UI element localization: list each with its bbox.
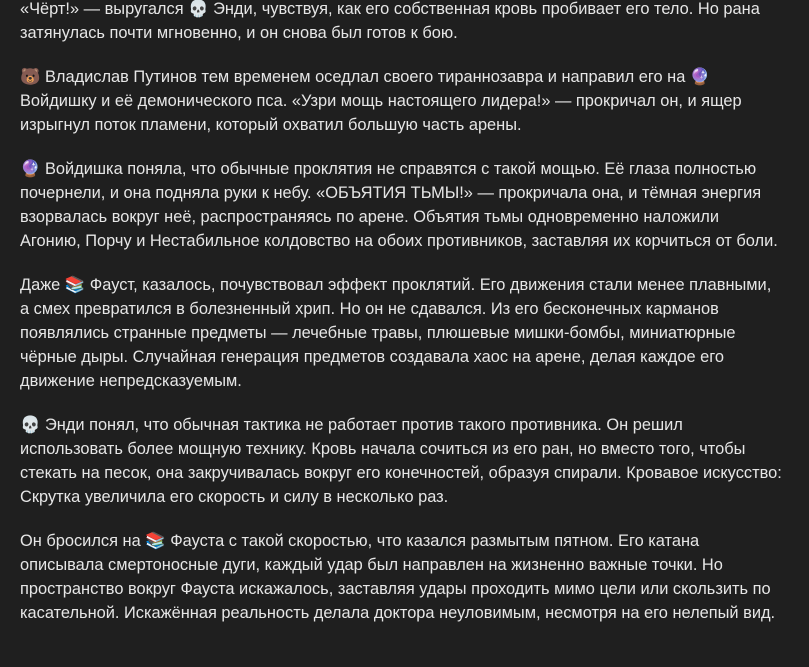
paragraph-1: «Чёрт!» — выругался 💀 Энди, чувствуя, как его собственная кровь пробивает его тело. Но рана затянулась почти мгновенно, и он снова был готов к бою.: [20, 0, 760, 42]
paragraph-4: Даже 📚 Фауст, казалось, почувствовал эффект проклятий. Его движения стали менее плавными, а смех превратился в болезненный хрип. Но он не сдавался. Из его бесконечных карманов появлялись странные предметы — лечебные травы, плюшевые мишки-бомбы, миниатюрные чёрные дыры. Случайная генерация предметов создавала хаос на арене, делая каждое его движение непредсказуемым.: [20, 276, 772, 390]
paragraph-6: Он бросился на 📚 Фауста с такой скоростью, что казался размытым пятном. Его катана описывала смертоносные дуги, каждый удар был направлен на жизненно важные точки. Но пространство вокруг Фауста искажалось, заставляя удары проходить мимо цели или скользить по касательной. Искажённая реальность делала доктора неуловимым, несмотря на его нелепый вид.: [20, 532, 776, 622]
paragraph-5: 💀 Энди понял, что обычная тактика не работает против такого противника. Он решил использовать более мощную технику. Кровь начала сочиться из его ран, но вместо того, чтобы стекать на песок, она закручивалась вокруг его конечностей, образуя спирали. Кровавое искусство: Скрутка увеличила его скорость и силу в несколько раз.: [20, 416, 782, 506]
paragraph-3: 🔮 Войдишка поняла, что обычные проклятия не справятся с такой мощью. Её глаза полностью почернели, и она подняла руки к небу. «ОБЪЯТИЯ ТЬМЫ!» — прокричала она, и тёмная энергия взорвалась вокруг неё, распространяясь по арене. Объятия тьмы одновременно наложили Агонию, Порчу и Нестабильное колдовство на обоих противников, заставляя их корчиться от боли.: [20, 160, 778, 250]
paragraph-2: 🐻 Владислав Путинов тем временем оседлал своего тираннозавра и направил его на 🔮 Войдишку и её демонического пса. «Узри мощь настоящего лидера!» — прокричал он, и ящер изрыгнул поток пламени, который охватил большую часть арены.: [20, 68, 742, 134]
